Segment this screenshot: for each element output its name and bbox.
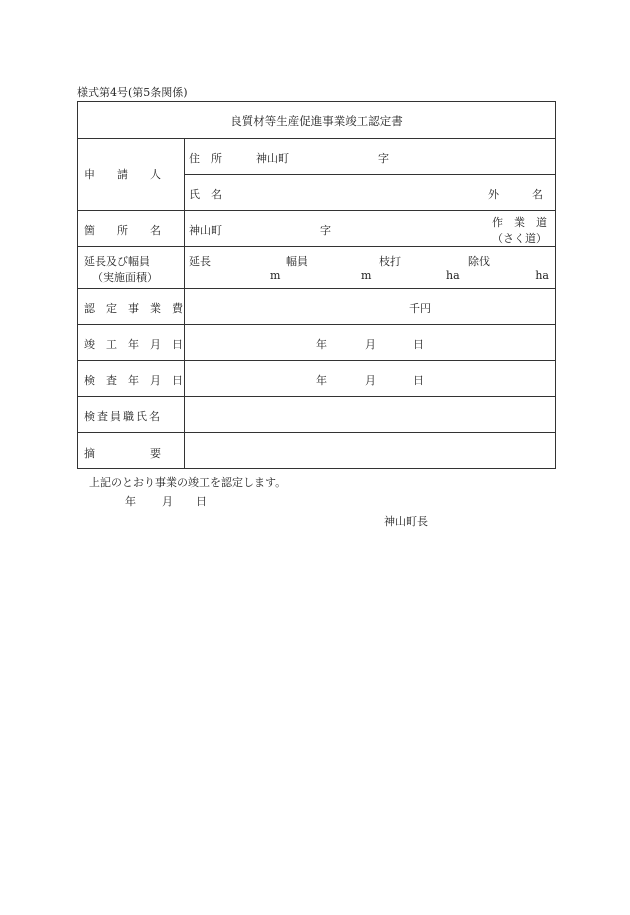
inspection-year: 年 [316,374,327,387]
weeding-label: 除伐 [468,255,490,268]
row-divider [78,324,555,325]
completion-month: 月 [365,338,376,351]
completion-year: 年 [316,338,327,351]
row-divider [78,246,555,247]
summary-label: 摘 要 [84,447,161,460]
extension-sub-label: （実施面積） [92,271,158,284]
applicant-label: 申 請 人 [84,168,161,181]
pruning-unit: ha [446,269,460,282]
length-label: 延長 [189,255,211,268]
cost-unit: 千円 [409,302,431,315]
row-divider [78,288,555,289]
document-title: 良質材等生産促進事業竣工認定書 [230,114,403,128]
width-unit: m [361,269,372,282]
completion-day: 日 [413,338,424,351]
row-divider [78,396,555,397]
cost-label: 認 定 事 業 費 [84,302,183,315]
form-number-label: 様式第4号(第5条関係) [77,86,188,99]
signatory-mayor: 神山町長 [384,515,428,528]
extension-label: 延長及び幅員 [84,255,150,268]
pruning-label: 枝打 [379,255,401,268]
inspection-date-label: 検 査 年 月 日 [84,374,183,387]
inspection-month: 月 [365,374,376,387]
row-divider [184,174,555,175]
location-aza: 字 [320,224,331,237]
certificate-table [77,101,556,469]
others-count-label: 外 名 [488,188,543,201]
row-divider [78,432,555,433]
row-divider [78,210,555,211]
address-label: 住 所 [189,152,222,165]
work-road-sub-label: （さく道） [492,232,547,245]
footer-date-year: 年 [125,495,136,508]
address-town: 神山町 [256,152,289,165]
footer-date-day: 日 [196,495,207,508]
certification-statement: 上記のとおり事業の竣工を認定します。 [89,476,287,489]
inspection-day: 日 [413,374,424,387]
work-road-label: 作 業 道 [492,216,547,229]
location-town: 神山町 [189,224,222,237]
weeding-unit: ha [535,269,549,282]
length-unit: m [270,269,281,282]
address-aza: 字 [378,152,389,165]
completion-date-label: 竣 工 年 月 日 [84,338,183,351]
location-label: 箇 所 名 [84,224,161,237]
column-divider [184,138,185,468]
row-divider [78,138,555,139]
name-label: 氏 名 [189,188,222,201]
row-divider [78,360,555,361]
footer-date-month: 月 [162,495,173,508]
inspector-label: 検査員職氏名 [84,410,162,423]
width-label: 幅員 [286,255,308,268]
